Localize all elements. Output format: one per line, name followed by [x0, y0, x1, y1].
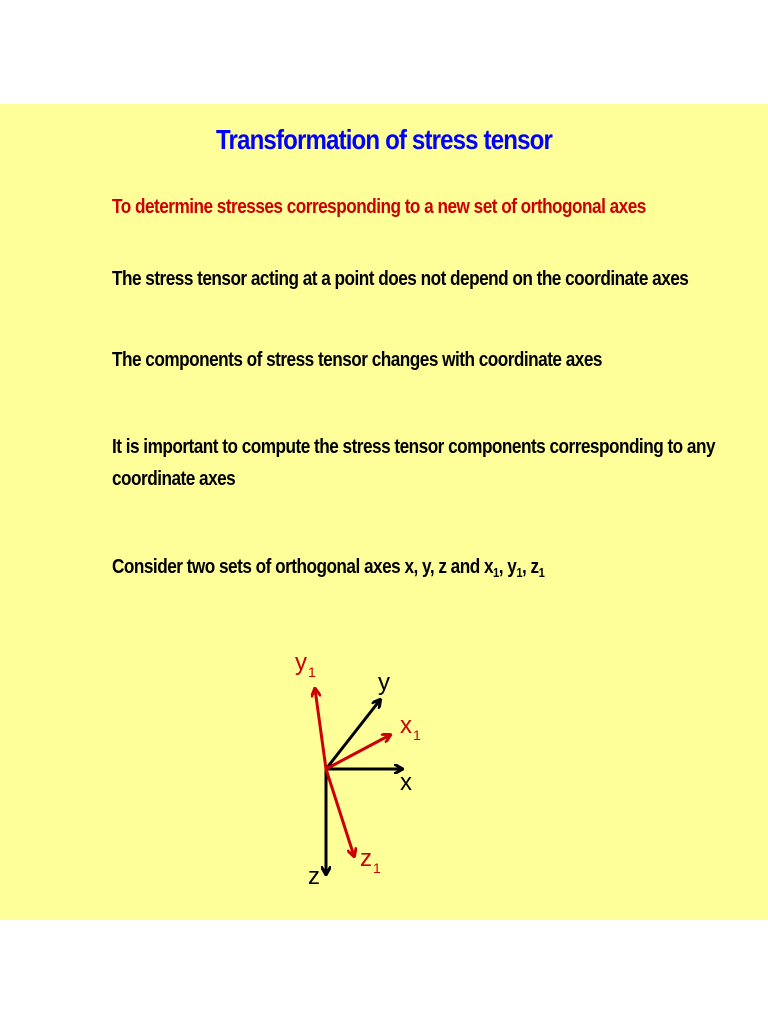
x-axis-label: x: [400, 769, 412, 796]
statement-3a: It is important to compute the stress tensor components corresponding to any: [112, 436, 716, 458]
z1-axis-subscript: 1: [373, 860, 381, 876]
y1-axis-subscript: 1: [308, 664, 316, 680]
x1-subscript: 1: [493, 565, 499, 580]
statement-4: [112, 552, 544, 583]
statement-4-text: Consider two sets of orthogonal axes x, y, z and x: [112, 556, 494, 578]
x1-axis: [326, 735, 390, 769]
z1-axis: [326, 769, 354, 856]
slide-title: Transformation of stress tensor: [216, 124, 552, 155]
z1-axis-label: z: [360, 845, 372, 872]
y-axis: [326, 700, 380, 769]
x1-axis-subscript: 1: [413, 727, 421, 743]
slide: [0, 104, 768, 920]
x1-axis-label: x: [400, 712, 412, 739]
y1-axis: [315, 689, 326, 769]
y1-axis-label: y: [295, 649, 307, 676]
statement-3b: coordinate axes: [112, 468, 236, 490]
statement-4-sep-z: , z: [522, 556, 539, 578]
statement-4-sep-y: , y: [498, 556, 517, 578]
axes-diagram: [270, 644, 470, 894]
statement-2: The components of stress tensor changes with coordinate axes: [112, 349, 602, 371]
z1-subscript: 1: [538, 565, 545, 580]
z-axis-label: z: [308, 863, 320, 890]
statement-1: The stress tensor acting at a point does not depend on the coordinate axes: [112, 268, 689, 290]
slide-subtitle: To determine stresses corresponding to a new set of orthogonal axes: [112, 196, 646, 218]
y-axis-label: y: [378, 669, 390, 696]
y1-subscript: 1: [516, 565, 523, 580]
